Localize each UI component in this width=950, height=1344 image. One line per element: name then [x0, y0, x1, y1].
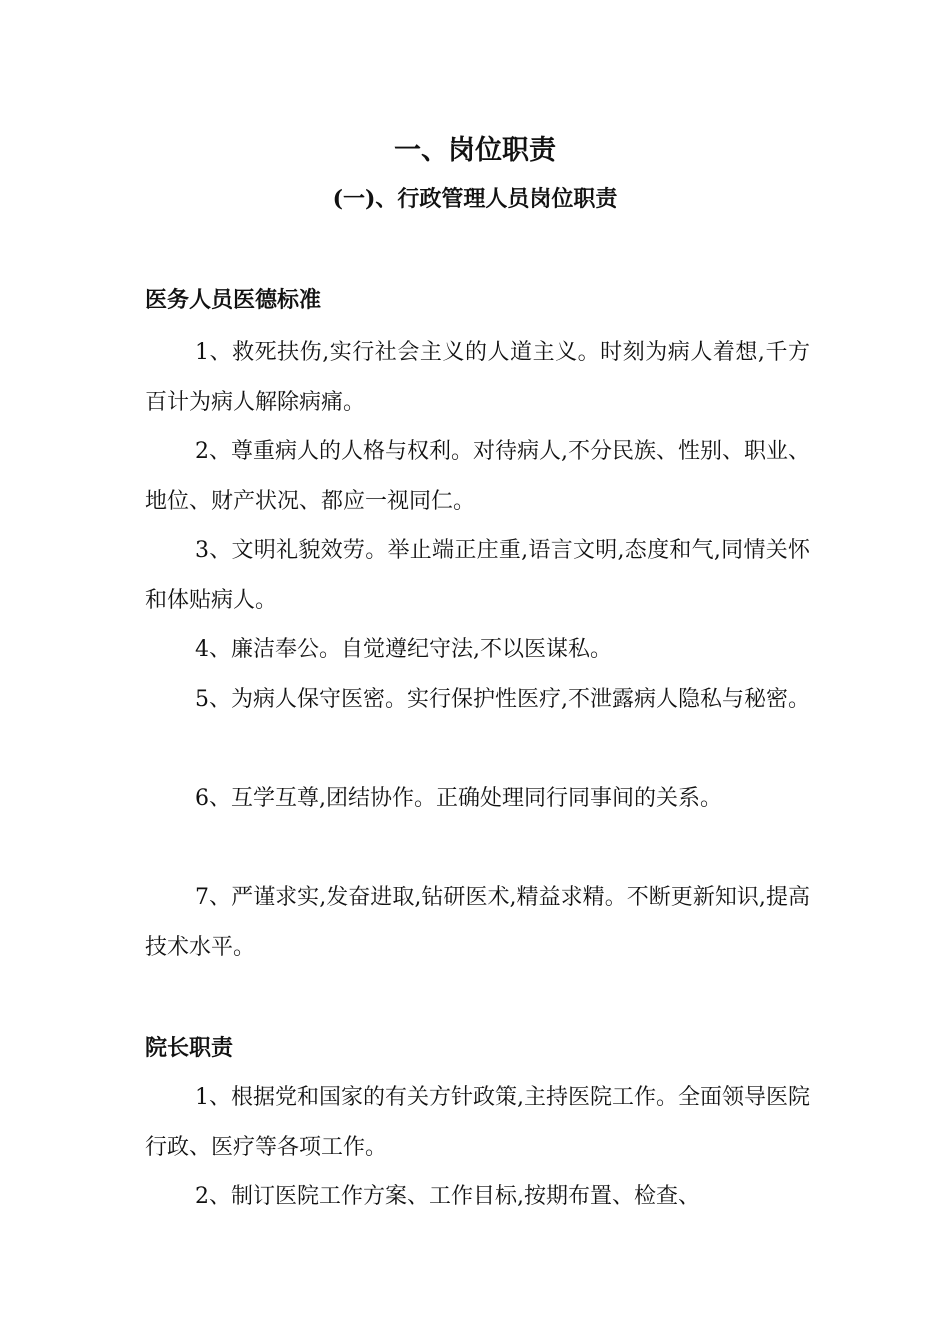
document-subtitle: (一)、行政管理人员岗位职责 [332, 186, 618, 212]
director-item-2: 2、制订医院工作方案、工作目标,按期布置、检查、 [195, 1184, 700, 1209]
ethics-item-5: 5、为病人保守医密。实行保护性医疗,不泄露病人隐私与秘密。 [195, 687, 810, 712]
document-title: 一、岗位职责 [394, 135, 556, 166]
ethics-item-1: 1、救死扶伤,实行社会主义的人道主义。时刻为病人着想,千方百计为病人解除病痛。 [145, 340, 810, 415]
director-item-1: 1、根据党和国家的有关方针政策,主持医院工作。全面领导医院行政、医疗等各项工作。 [145, 1085, 810, 1160]
ethics-item-3: 3、文明礼貌效劳。举止端正庄重,语言文明,态度和气,同情关怀和体贴病人。 [145, 538, 810, 613]
section-heading-ethics: 医务人员医德标准 [145, 287, 322, 313]
section-heading-director: 院长职责 [145, 1035, 234, 1061]
ethics-item-7: 7、严谨求实,发奋进取,钻研医术,精益求精。不断更新知识,提高技术水平。 [145, 885, 810, 960]
ethics-item-4: 4、廉洁奉公。自觉遵纪守法,不以医谋私。 [195, 637, 612, 662]
ethics-item-2: 2、尊重病人的人格与权利。对待病人,不分民族、性别、职业、地位、财产状况、都应一视同仁。 [145, 439, 810, 514]
ethics-item-6: 6、互学互尊,团结协作。正确处理同行同事间的关系。 [195, 786, 722, 811]
